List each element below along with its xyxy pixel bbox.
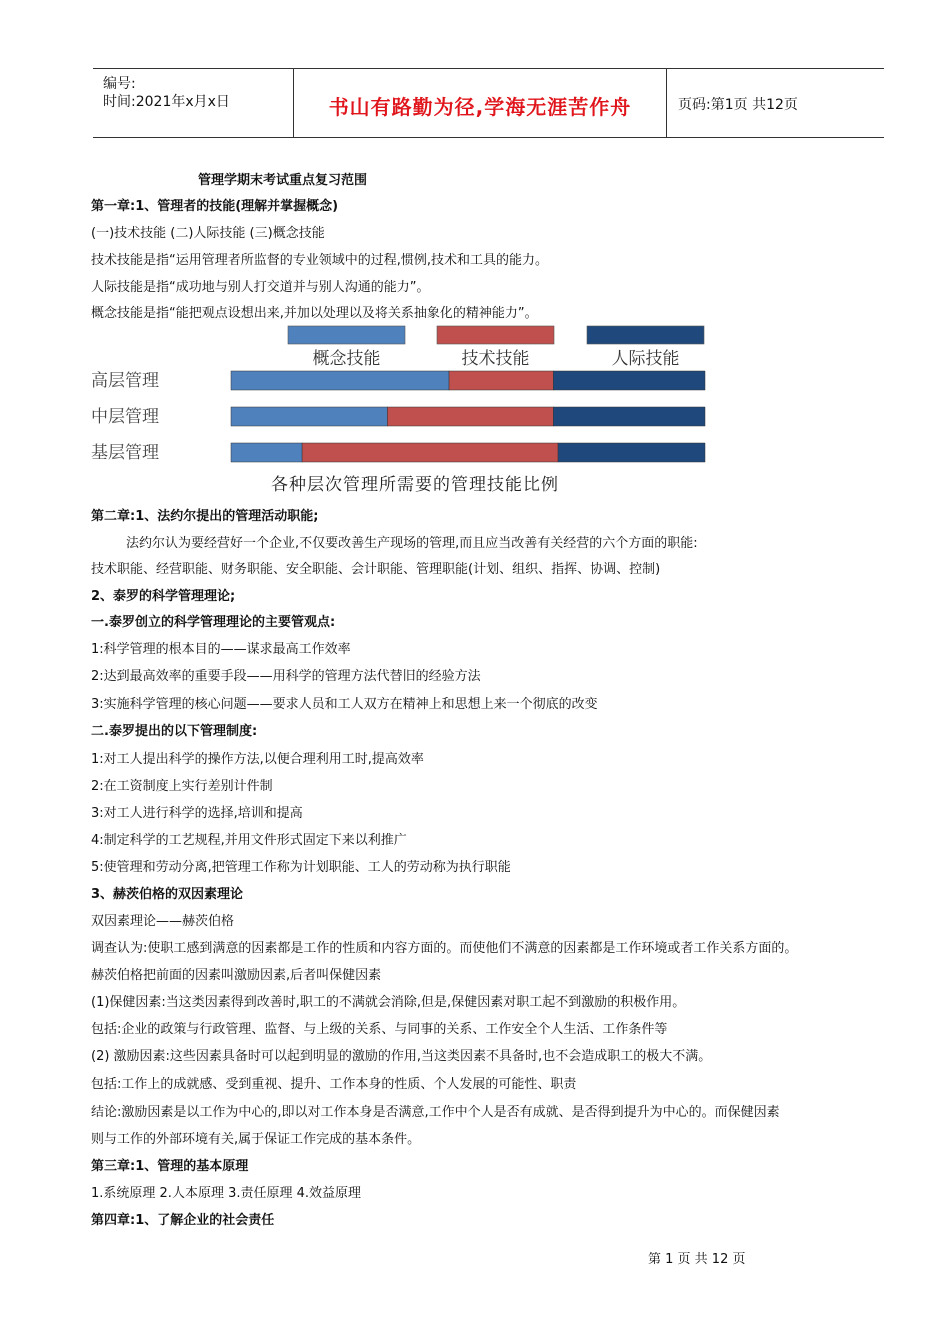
chapter-2-heading: 第二章:1、法约尔提出的管理活动职能; bbox=[91, 509, 319, 524]
taylor-view-2: 2:达到最高效率的重要手段——用科学的管理方法代替旧的经验方法 bbox=[91, 669, 481, 684]
document-header bbox=[93, 68, 884, 138]
footer-page-number: 第 1 页 共 12 页 bbox=[648, 1252, 746, 1267]
hygiene-factor-definition: (1)保健因素:当这类因素得到改善时,职工的不满就会消除,但是,保健因素对职工起不到激励的积极作用。 bbox=[91, 995, 686, 1010]
document-number-label: 编号: bbox=[103, 76, 136, 92]
fayol-functions: 技术职能、经营职能、财务职能、安全职能、会计职能、管理职能(计划、组织、指挥、协调、控制) bbox=[91, 562, 661, 577]
header-motto: 书山有路勤为径,学海无涯苦作舟 bbox=[328, 95, 632, 119]
bar-segment-2-3 bbox=[553, 407, 705, 426]
chart-legend bbox=[288, 326, 704, 369]
bar-segment-3-1 bbox=[231, 443, 302, 462]
motivator-definition: (2) 激励因素:这些因素具备时可以起到明显的激励的作用,当这类因素不具备时,也不会造成职工的极大不满。 bbox=[91, 1049, 712, 1064]
chapter-1-heading: 第一章:1、管理者的技能(理解并掌握概念) bbox=[91, 199, 339, 214]
document-title: 管理学期末考试重点复习范围 bbox=[198, 173, 368, 188]
taylor-system-4: 4:制定科学的工艺规程,并用文件形式固定下来以利推广 bbox=[91, 833, 407, 848]
legend-swatch-3 bbox=[587, 326, 704, 344]
herzberg-naming: 赫茨伯格把前面的因素叫激励因素,后者叫保健因素 bbox=[91, 968, 382, 983]
skills-list: (一)技术技能 (二)人际技能 (三)概念技能 bbox=[91, 226, 325, 241]
legend-label-3: 人际技能 bbox=[611, 349, 680, 369]
taylor-views-heading: 一.泰罗创立的科学管理理论的主要管观点: bbox=[91, 615, 336, 630]
legend-swatch-2 bbox=[437, 326, 554, 344]
taylor-systems-heading: 二.泰罗提出的以下管理制度: bbox=[91, 724, 258, 739]
skills-ratio-chart bbox=[85, 322, 725, 498]
herzberg-subtitle: 双因素理论——赫茨伯格 bbox=[91, 914, 235, 929]
header-page-number: 页码:第1页 共12页 bbox=[678, 97, 798, 113]
motivator-list: 包括:工作上的成就感、受到重视、提升、工作本身的性质、个人发展的可能性、职责 bbox=[91, 1077, 577, 1092]
legend-label-1: 概念技能 bbox=[312, 349, 381, 369]
technical-skill-definition: 技术技能是指“运用管理者所监督的专业领域中的过程,惯例,技术和工具的能力。 bbox=[91, 253, 549, 268]
bar-segment-3-2 bbox=[302, 443, 558, 462]
taylor-system-1: 1:对工人提出科学的操作方法,以便合理利用工时,提高效率 bbox=[91, 752, 424, 767]
header-motto-cell bbox=[294, 69, 667, 137]
principles-list: 1.系统原理 2.人本原理 3.责任原理 4.效益原理 bbox=[91, 1186, 362, 1201]
legend-label-2: 技术技能 bbox=[461, 349, 530, 369]
conclusion-line-2: 则与工作的外部环境有关,属于保证工作完成的基本条件。 bbox=[91, 1132, 421, 1147]
taylor-view-1: 1:科学管理的根本目的——谋求最高工作效率 bbox=[91, 642, 351, 657]
interpersonal-skill-definition: 人际技能是指“成功地与别人打交道并与别人沟通的能力”。 bbox=[91, 280, 430, 295]
legend-swatch-1 bbox=[288, 326, 405, 344]
taylor-system-3: 3:对工人进行科学的选择,培训和提高 bbox=[91, 806, 303, 821]
bar-segment-2-1 bbox=[231, 407, 387, 426]
category-label-1: 高层管理 bbox=[91, 371, 159, 391]
bar-segment-1-1 bbox=[231, 371, 449, 390]
header-info-cell bbox=[93, 69, 294, 137]
bar-segment-3-3 bbox=[558, 443, 705, 462]
conclusion-line-1: 结论:激励因素是以工作为中心的,即以对工作本身是否满意,工作中个人是否有成就、是否得到提升为中心的。而保健因素 bbox=[91, 1105, 780, 1120]
chart-bars bbox=[91, 371, 705, 463]
taylor-view-3: 3:实施科学管理的核心问题——要求人员和工人双方在精神上和思想上来一个彻底的改变 bbox=[91, 697, 598, 712]
taylor-system-5: 5:使管理和劳动分离,把管理工作称为计划职能、工人的劳动称为执行职能 bbox=[91, 860, 511, 875]
header-page-cell bbox=[668, 69, 884, 137]
bar-segment-1-2 bbox=[449, 371, 553, 390]
fayol-paragraph: 法约尔认为要经营好一个企业,不仅要改善生产现场的管理,而且应当改善有关经营的六个方面的职能: bbox=[126, 536, 698, 551]
conceptual-skill-definition: 概念技能是指“能把观点设想出来,并加以处理以及将关系抽象化的精神能力”。 bbox=[91, 306, 538, 321]
chapter-3-heading: 第三章:1、管理的基本原理 bbox=[91, 1159, 249, 1174]
category-label-3: 基层管理 bbox=[91, 443, 159, 463]
chart-title: 各种层次管理所需要的管理技能比例 bbox=[271, 475, 559, 495]
taylor-heading: 2、泰罗的科学管理理论; bbox=[91, 589, 236, 604]
chapter-4-heading: 第四章:1、了解企业的社会责任 bbox=[91, 1213, 275, 1228]
bar-segment-2-2 bbox=[387, 407, 553, 426]
document-time-label: 时间:2021年x月x日 bbox=[103, 94, 230, 110]
category-label-2: 中层管理 bbox=[91, 407, 159, 427]
herzberg-heading: 3、赫茨伯格的双因素理论 bbox=[91, 887, 244, 902]
bar-segment-1-3 bbox=[553, 371, 705, 390]
herzberg-survey: 调查认为:使职工感到满意的因素都是工作的性质和内容方面的。而使他们不满意的因素都是工作环境或者工作关系方面的。 bbox=[91, 941, 798, 956]
hygiene-factor-list: 包括:企业的政策与行政管理、监督、与上级的关系、与同事的关系、工作安全个人生活、工作条件等 bbox=[91, 1022, 668, 1037]
taylor-system-2: 2:在工资制度上实行差别计件制 bbox=[91, 779, 273, 794]
